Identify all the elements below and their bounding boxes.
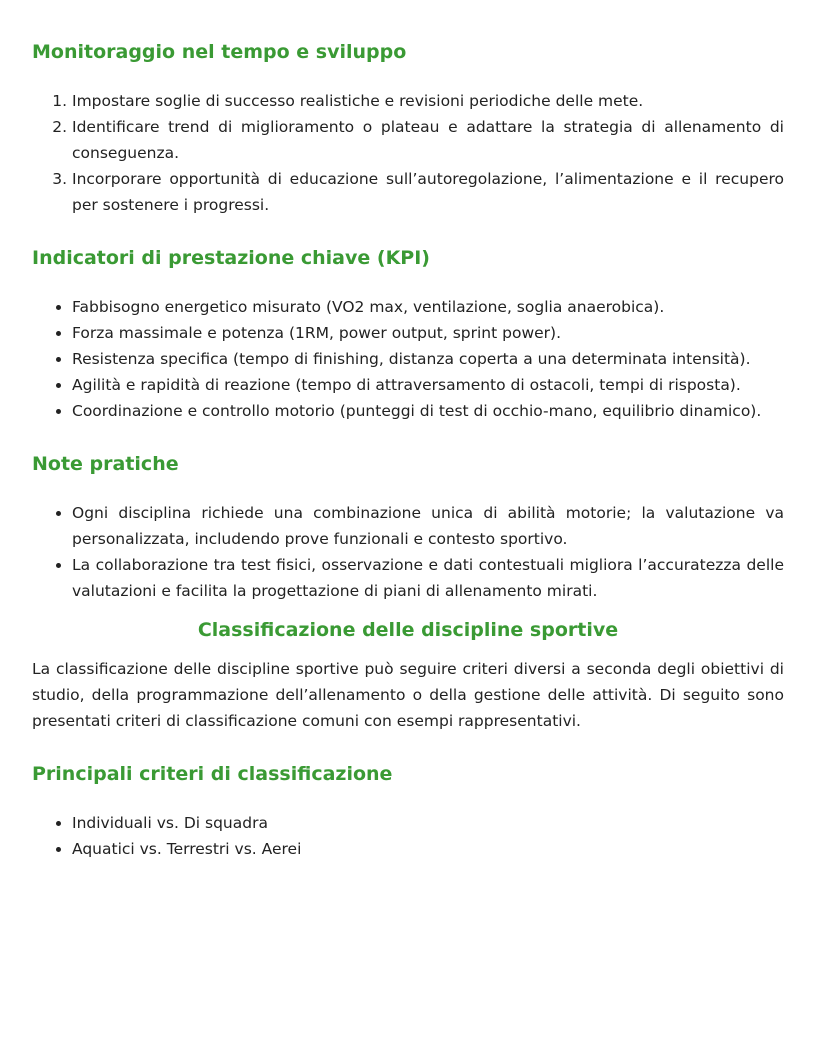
spacer [32, 604, 784, 614]
list-item: • La collaborazione tra test fisici, osservazione e dati contestuali migliora l’accuratezza delle valutazioni e facilita la progettazione di piani di allenamento mirati. [72, 552, 784, 604]
list-item: • Agilità e rapidità di reazione (tempo di attraversamento di ostacoli, tempi di risposta). [72, 372, 784, 398]
list-item: • Resistenza specifica (tempo di finishing, distanza coperta a una determinata intensità). [72, 346, 784, 372]
list-item: 1. Impostare soglie di successo realistiche e revisioni periodiche delle mete. [72, 88, 784, 114]
spacer [32, 218, 784, 242]
list-item: 3. Incorporare opportunità di educazione sull’autoregolazione, l’alimentazione e il recupero per sostenere i progressi. [72, 166, 784, 218]
criteria-list [32, 810, 784, 862]
kpi-list [32, 294, 784, 424]
classification-paragraph: La classificazione delle discipline sportive può seguire criteri diversi a seconda degli obiettivi di studio, della programmazione dell’allenamento o della gestione delle attività. Di seguito sono presentati criteri di classificazione comuni con esempi rappresentativi. [32, 660, 784, 730]
section-heading-criteria: Principali criteri di classificazione [32, 763, 393, 785]
list-item: • Forza massimale e potenza (1RM, power output, sprint power). [72, 320, 784, 346]
section-heading-kpi: Indicatori di prestazione chiave (KPI) [32, 247, 430, 269]
section-heading-classification: Classificazione delle discipline sportive [197, 619, 619, 641]
list-item: • Ogni disciplina richiede una combinazione unica di abilità motorie; la valutazione va personalizzata, includendo prove funzionali e contesto sportivo. [72, 500, 784, 552]
list-item: 2. Identificare trend di miglioramento o plateau e adattare la strategia di allenamento di conseguenza. [72, 114, 784, 166]
section-heading-notes: Note pratiche [32, 453, 179, 475]
spacer [32, 734, 784, 758]
section-heading-monitoring: Monitoraggio nel tempo e sviluppo [32, 41, 407, 63]
list-item: • Individuali vs. Di squadra [72, 810, 784, 836]
spacer [32, 424, 784, 448]
monitoring-list [32, 88, 784, 218]
notes-list [32, 500, 784, 604]
list-item: • Aquatici vs. Terrestri vs. Aerei [72, 836, 784, 862]
list-item: • Fabbisogno energetico misurato (VO2 max, ventilazione, soglia anaerobica). [72, 294, 784, 320]
spacer [32, 646, 784, 656]
list-item: • Coordinazione e controllo motorio (punteggi di test di occhio-mano, equilibrio dinamico). [72, 398, 784, 424]
